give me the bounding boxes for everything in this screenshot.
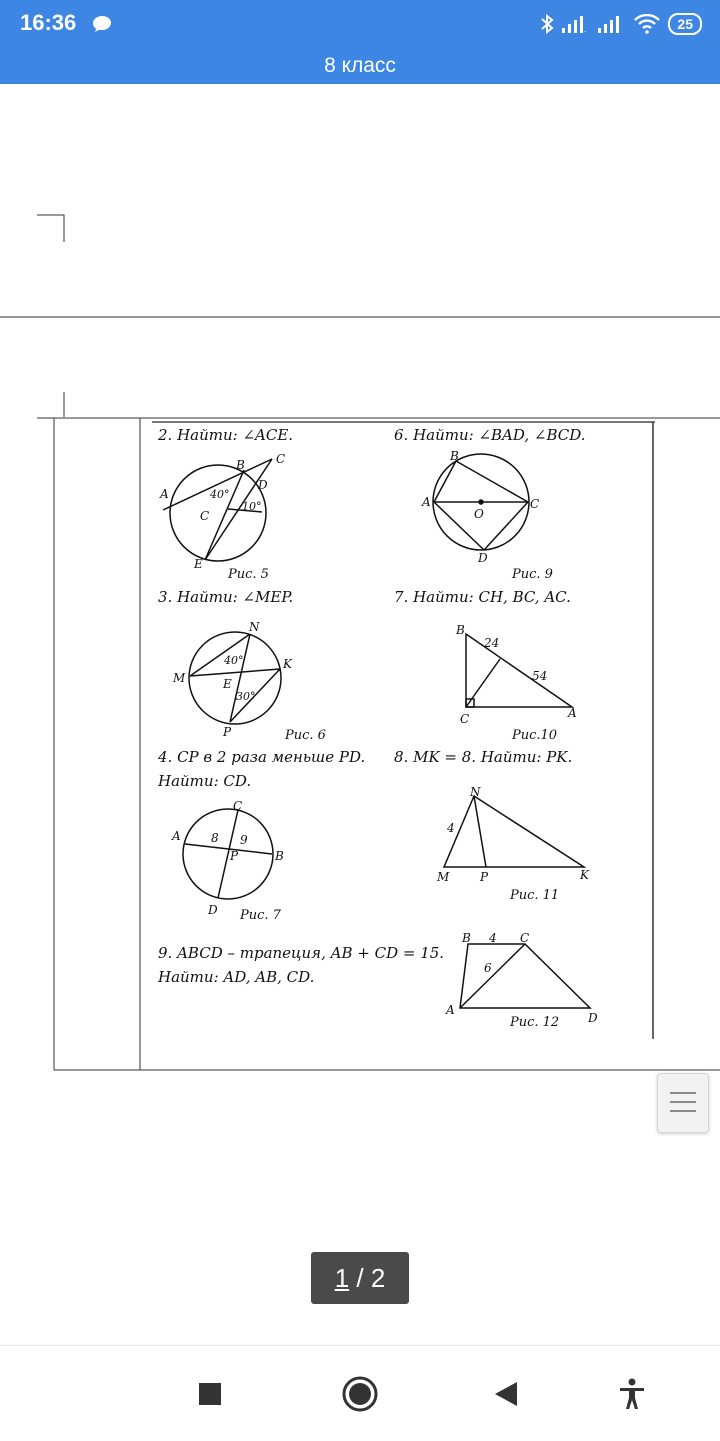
fig5-label-A: A [160, 487, 169, 501]
fig9-label-D: D [478, 551, 488, 565]
fig6-angle-40: 40° [224, 654, 244, 667]
figure-11 [444, 796, 584, 867]
caption-fig6: Рис. 6 [285, 728, 326, 743]
fig10-label-C: C [460, 712, 470, 726]
page-separator: / [349, 1263, 371, 1293]
menu-line-icon [670, 1101, 696, 1103]
figure-10 [466, 634, 572, 707]
fig5-label-E: E [194, 557, 203, 571]
problem-7-text: 7. Найти: CH, BC, AC. [394, 588, 571, 606]
caption-fig12: Рис. 12 [510, 1015, 560, 1030]
figure-9 [433, 454, 529, 550]
caption-fig10: Рис.10 [512, 728, 558, 743]
status-time: 16:36 [20, 10, 77, 35]
fig6-label-M: M [173, 671, 186, 685]
fig7-label-P: P [230, 849, 239, 863]
fig6-label-E: E [223, 677, 232, 691]
figure-12 [460, 944, 590, 1008]
fig11-label-M: M [437, 870, 450, 884]
fig12-label-D: D [588, 1011, 598, 1025]
fig6-angle-30: 30° [236, 690, 256, 703]
chat-bubble-icon [92, 15, 112, 37]
fig7-value-8: 8 [211, 831, 219, 845]
document-page[interactable] [0, 84, 720, 1344]
fig10-value-54: 54 [532, 669, 548, 683]
fig6-label-N: N [249, 620, 260, 634]
back-triangle-icon[interactable] [484, 1372, 528, 1416]
fig10-value-24: 24 [484, 636, 500, 650]
bluetooth-icon [540, 13, 554, 35]
problem-8-text: 8. MK = 8. Найти: PK. [394, 748, 573, 766]
fig5-label-D: D [258, 478, 268, 492]
figure-6 [189, 632, 281, 724]
figure-7 [183, 809, 273, 899]
fig6-label-P: P [223, 725, 232, 739]
fig10-label-A: A [568, 706, 577, 720]
fig9-label-A: A [422, 495, 431, 509]
menu-button[interactable] [657, 1073, 709, 1133]
system-nav-bar [0, 1345, 720, 1441]
fig5-label-B: B [236, 458, 245, 472]
caption-fig9: Рис. 9 [512, 567, 553, 582]
problem-9-text: 9. ABCD – трапеция, AB + CD = 15. [158, 944, 445, 962]
fig11-label-P: P [480, 870, 489, 884]
svg-text:.: . [584, 26, 587, 33]
problem-9-find-text: Найти: AD, AB, CD. [158, 968, 315, 986]
fig5-angle-10: 10° [242, 500, 262, 513]
menu-line-icon [670, 1092, 696, 1094]
problem-3-text: 3. Найти: ∠MEP. [158, 588, 294, 606]
fig7-label-A: A [172, 829, 181, 843]
fig6-label-K: K [283, 657, 292, 671]
accessibility-icon[interactable] [610, 1372, 654, 1416]
status-icons [540, 10, 702, 38]
recents-square-icon[interactable] [188, 1372, 232, 1416]
fig12-value-6: 6 [484, 961, 492, 975]
fig11-label-N: N [470, 785, 481, 799]
fig12-label-C: C [520, 931, 530, 945]
wifi-icon [634, 14, 660, 34]
caption-fig5: Рис. 5 [228, 567, 269, 582]
problem-4-text: 4. CP в 2 раза меньше PD. [158, 748, 366, 766]
page-total: 2 [370, 1263, 386, 1293]
problem-2-text: 2. Найти: ∠ACE. [158, 426, 294, 444]
page-indicator [311, 1252, 409, 1304]
fig9-label-O: O [474, 507, 484, 521]
signal-icon [598, 15, 626, 33]
fig7-label-D: D [208, 903, 218, 917]
fig7-label-C: C [233, 799, 243, 813]
fig9-label-B: B [450, 449, 459, 463]
fig5-angle-40: 40° [210, 488, 230, 501]
signal-icon [562, 15, 590, 33]
problem-4-find-text: Найти: CD. [158, 772, 252, 790]
caption-fig11: Рис. 11 [510, 888, 560, 903]
fig5-label-C-center: C [200, 509, 210, 523]
fig10-label-B: B [456, 623, 465, 637]
fig12-label-A: A [446, 1003, 455, 1017]
fig12-value-4: 4 [489, 931, 497, 945]
fig11-label-K: K [580, 868, 589, 882]
problem-6-text: 6. Найти: ∠BAD, ∠BCD. [394, 426, 586, 444]
battery-icon: 25 [668, 13, 702, 35]
page-current: 1 [334, 1263, 350, 1293]
fig7-value-9: 9 [240, 833, 248, 847]
app-title: 8 класс [324, 54, 396, 77]
page-border-lines [0, 215, 720, 1070]
fig7-label-B: B [275, 849, 284, 863]
fig9-label-C: C [530, 497, 540, 511]
caption-fig7: Рис. 7 [240, 908, 281, 923]
fig11-value-4: 4 [447, 821, 455, 835]
home-circle-icon[interactable] [338, 1372, 382, 1416]
menu-line-icon [670, 1110, 696, 1112]
fig12-label-B: B [462, 931, 471, 945]
fig5-label-C-top: C [276, 452, 286, 466]
app-bar [0, 0, 720, 84]
